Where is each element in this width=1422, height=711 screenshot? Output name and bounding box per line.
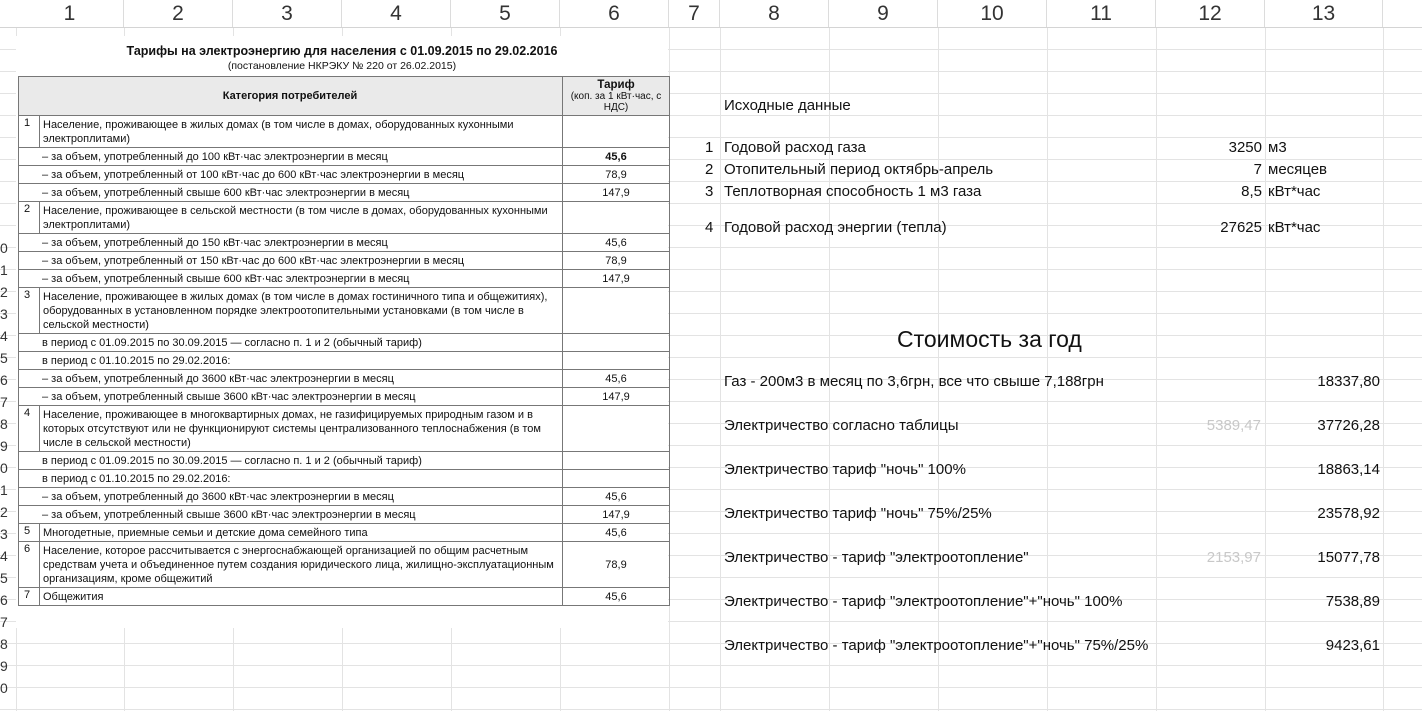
input-row-value[interactable]: 7 xyxy=(1253,161,1262,178)
tariff-row-number xyxy=(19,148,35,165)
row-header-stub[interactable]: 0 xyxy=(0,240,8,256)
column-header-9[interactable]: 9 xyxy=(829,0,938,27)
tariff-row-number xyxy=(19,270,35,287)
cost-row-value[interactable]: 9423,61 xyxy=(1325,637,1380,654)
inputs-heading[interactable]: Исходные данные xyxy=(724,97,851,114)
row-header-stub[interactable]: 2 xyxy=(0,504,8,520)
tariff-header-tariff-label: Тариф xyxy=(597,78,635,91)
tariff-row xyxy=(19,165,669,183)
tariff-row-number xyxy=(19,166,35,183)
cost-row-label[interactable]: Электричество - тариф "электроотопление"+"ночь" 75%/25% xyxy=(724,637,1149,654)
tariff-row-value: 45,6 xyxy=(562,370,669,387)
cost-row-value[interactable]: 37726,28 xyxy=(1317,417,1380,434)
cost-row-label[interactable]: Электричество тариф "ночь" 100% xyxy=(724,461,966,478)
input-row-label[interactable]: Отопительный период октябрь-апрель xyxy=(724,161,994,178)
tariff-row-value xyxy=(562,288,669,333)
tariff-row-value: 78,9 xyxy=(562,166,669,183)
column-header-3[interactable]: 3 xyxy=(233,0,342,27)
tariff-row-text: в период с 01.09.2015 по 30.09.2015 — согласно п. 1 и 2 (обычный тариф) xyxy=(42,337,422,349)
cost-row-value[interactable]: 18337,80 xyxy=(1317,373,1380,390)
input-row-number[interactable]: 2 xyxy=(705,161,714,178)
tariff-row-value: 78,9 xyxy=(562,542,669,587)
tariff-row-text: Население, проживающее в сельской местности (в том числе в домах, оборудованных кухонными электроплитами) xyxy=(39,202,561,233)
grid-hline xyxy=(0,643,1422,644)
tariff-row-value: 78,9 xyxy=(562,252,669,269)
tariff-row-text: – за объем, употребленный до 100 кВт·час электроэнергии в месяц xyxy=(42,151,388,163)
tariff-row-value: 45,6 xyxy=(562,588,669,605)
tariff-table xyxy=(18,76,670,606)
tariff-row-value: 45,6 xyxy=(562,148,669,165)
column-header-1[interactable]: 1 xyxy=(16,0,124,27)
tariff-row-number: 6 xyxy=(23,543,31,555)
tariff-row xyxy=(19,505,669,523)
tariff-row-number xyxy=(19,234,35,251)
tariff-row-number xyxy=(19,184,35,201)
row-header-stub[interactable]: 5 xyxy=(0,570,8,586)
grid-hline xyxy=(0,687,1422,688)
input-row-unit[interactable]: месяцев xyxy=(1268,161,1328,178)
tariff-row-text: в период с 01.10.2015 по 29.02.2016: xyxy=(42,355,231,367)
row-header-stub[interactable]: 8 xyxy=(0,416,8,432)
tariff-row-number xyxy=(19,488,35,505)
tariff-row-number xyxy=(19,352,35,369)
tariff-row-number xyxy=(19,452,35,469)
column-header-5[interactable]: 5 xyxy=(451,0,560,27)
tariff-row-text: в период с 01.09.2015 по 30.09.2015 — согласно п. 1 и 2 (обычный тариф) xyxy=(42,455,422,467)
column-header-4[interactable]: 4 xyxy=(342,0,451,27)
tariff-row xyxy=(19,405,669,451)
tariff-row xyxy=(19,233,669,251)
row-header-stub[interactable]: 4 xyxy=(0,328,8,344)
row-header-stub[interactable]: 7 xyxy=(0,394,8,410)
row-header-stub[interactable]: 5 xyxy=(0,350,8,366)
tariff-row-value: 45,6 xyxy=(562,524,669,541)
tariff-row-number: 2 xyxy=(23,203,31,215)
cost-row-label[interactable]: Электричество согласно таблицы xyxy=(724,417,959,434)
input-row-label[interactable]: Годовой расход газа xyxy=(724,139,866,156)
input-row-unit[interactable]: кВт*час xyxy=(1268,219,1321,236)
cost-heading[interactable]: Стоимость за год xyxy=(897,326,1082,352)
cost-row-value[interactable]: 7538,89 xyxy=(1325,593,1380,610)
cost-row-aux[interactable]: 2153,97 xyxy=(1206,549,1261,566)
tariff-header-row xyxy=(19,77,669,115)
tariff-row-number xyxy=(19,388,35,405)
row-header-stub[interactable]: 7 xyxy=(0,614,8,630)
input-row-label[interactable]: Годовой расход энергии (тепла) xyxy=(724,219,947,236)
tariff-row-value: 147,9 xyxy=(562,506,669,523)
tariff-row-text: – за объем, употребленный свыше 600 кВт·час электроэнергии в месяц xyxy=(42,273,410,285)
tariff-row-text: Население, которое рассчитывается с энергоснабжающей организацией по общим расчетным средствам учета и объединенное путем создания юридического лица, жилищно-эксплуатационным организациям, кроме общежитий xyxy=(39,542,561,587)
tariff-row-text: – за объем, употребленный свыше 600 кВт·час электроэнергии в месяц xyxy=(42,187,410,199)
cost-row-value[interactable]: 23578,92 xyxy=(1317,505,1380,522)
row-header-stub[interactable]: 4 xyxy=(0,548,8,564)
column-header-13[interactable]: 13 xyxy=(1265,0,1383,27)
tariff-row-number xyxy=(19,252,35,269)
row-header-stub[interactable]: 0 xyxy=(0,680,8,696)
grid-vline xyxy=(1383,27,1384,711)
column-header-10[interactable]: 10 xyxy=(938,0,1047,27)
input-row-unit[interactable]: м3 xyxy=(1268,139,1287,156)
input-row-value[interactable]: 27625 xyxy=(1220,219,1262,236)
tariff-row-text: Население, проживающее в жилых домах (в том числе в домах, оборудованных кухонными электроплитами) xyxy=(39,116,561,147)
tariff-row-text: – за объем, употребленный свыше 3600 кВт·час электроэнергии в месяц xyxy=(42,391,416,403)
tariff-row xyxy=(19,287,669,333)
input-row-label[interactable]: Теплотворная способность 1 м3 газа xyxy=(724,183,982,200)
tariff-row xyxy=(19,201,669,233)
tariff-header-category: Категория потребителей xyxy=(222,90,358,102)
grid-vline xyxy=(720,27,721,711)
tariff-header-tariff-unit: (коп. за 1 кВт·час, с НДС) xyxy=(570,90,662,113)
input-row-number[interactable]: 1 xyxy=(705,139,714,156)
tariff-row xyxy=(19,115,669,147)
cost-row-label[interactable]: Газ - 200м3 в месяц по 3,6грн, все что свыше 7,188грн xyxy=(724,373,1104,390)
tariff-row-value: 45,6 xyxy=(562,488,669,505)
tariff-row-text: Население, проживающее в многоквартирных домах, не газифицируемых природным газом и в которых отсутствуют или не функционируют системы централизованного теплоснабжения (в том числе в сельской местности) xyxy=(39,406,561,451)
tariff-row xyxy=(19,387,669,405)
tariff-row xyxy=(19,487,669,505)
row-header-stub[interactable]: 2 xyxy=(0,284,8,300)
tariff-row xyxy=(19,269,669,287)
tariff-row-number xyxy=(19,506,35,523)
tariff-row xyxy=(19,523,669,541)
tariff-row-value: 45,6 xyxy=(562,234,669,251)
row-header-stub[interactable]: 9 xyxy=(0,658,8,674)
column-header-7[interactable]: 7 xyxy=(669,0,720,27)
cost-row-value[interactable]: 18863,14 xyxy=(1317,461,1380,478)
tariff-row-number: 4 xyxy=(23,407,31,419)
grid-hline xyxy=(0,665,1422,666)
tariff-row-value xyxy=(562,470,669,487)
tariff-row-number: 7 xyxy=(23,589,31,601)
tariff-row-value xyxy=(562,202,669,233)
tariff-row xyxy=(19,147,669,165)
row-header-stub[interactable]: 0 xyxy=(0,460,8,476)
row-header-stub[interactable]: 3 xyxy=(0,526,8,542)
grid-hline xyxy=(0,709,1422,710)
tariff-subtitle: (постановление НКРЭКУ № 220 от 26.02.2015) xyxy=(227,60,457,72)
column-header-12[interactable]: 12 xyxy=(1156,0,1265,27)
tariff-row-text: в период с 01.10.2015 по 29.02.2016: xyxy=(42,473,231,485)
tariff-table-image xyxy=(16,36,668,628)
input-row-value[interactable]: 3250 xyxy=(1228,139,1262,156)
tariff-row-value xyxy=(562,334,669,351)
tariff-row xyxy=(19,451,669,469)
input-row-number[interactable]: 4 xyxy=(705,219,714,236)
row-header-stub[interactable]: 6 xyxy=(0,592,8,608)
tariff-row-text: – за объем, употребленный до 3600 кВт·час электроэнергии в месяц xyxy=(42,373,394,385)
tariff-row-text: – за объем, употребленный до 3600 кВт·час электроэнергии в месяц xyxy=(42,491,394,503)
input-row-unit[interactable]: кВт*час xyxy=(1268,183,1321,200)
tariff-row-value: 147,9 xyxy=(562,388,669,405)
tariff-row xyxy=(19,251,669,269)
cost-row-label[interactable]: Электричество - тариф "электроотопление" xyxy=(724,549,1029,566)
input-row-number[interactable]: 3 xyxy=(705,183,714,200)
tariff-row-value xyxy=(562,452,669,469)
row-header-stub[interactable]: 1 xyxy=(0,262,8,278)
grid-vline xyxy=(1156,27,1157,711)
tariff-row-text: Многодетные, приемные семьи и детские дома семейного типа xyxy=(39,524,561,541)
tariff-row xyxy=(19,333,669,351)
tariff-row-number xyxy=(19,334,35,351)
tariff-row-text: Население, проживающее в жилых домах (в том числе в домах гостиничного типа и общежитиях), оборудованных в установленном порядке электроотопительными установками (в том числе в сельской местности) xyxy=(39,288,561,333)
tariff-row xyxy=(19,351,669,369)
tariff-row-number xyxy=(19,470,35,487)
tariff-row xyxy=(19,369,669,387)
tariff-row-value: 147,9 xyxy=(562,184,669,201)
tariff-header-tariff xyxy=(562,77,669,115)
tariff-row-text: – за объем, употребленный от 150 кВт·час до 600 кВт·час электроэнергии в месяц xyxy=(42,255,465,267)
tariff-row xyxy=(19,541,669,587)
tariff-row-value xyxy=(562,406,669,451)
tariff-row-number xyxy=(19,370,35,387)
cost-row-label[interactable]: Электричество - тариф "электроотопление"+"ночь" 100% xyxy=(724,593,1123,610)
tariff-row-text: – за объем, употребленный от 100 кВт·час до 600 кВт·час электроэнергии в месяц xyxy=(42,169,465,181)
input-row-value[interactable]: 8,5 xyxy=(1241,183,1262,200)
tariff-row xyxy=(19,587,669,605)
tariff-row-text: Общежития xyxy=(39,588,561,605)
cost-row-label[interactable]: Электричество тариф "ночь" 75%/25% xyxy=(724,505,992,522)
column-header-bar xyxy=(0,0,1422,28)
row-header-stub[interactable]: 1 xyxy=(0,482,8,498)
tariff-row-text: – за объем, употребленный до 150 кВт·час электроэнергии в месяц xyxy=(42,237,388,249)
column-header-11[interactable]: 11 xyxy=(1047,0,1156,27)
column-header-2[interactable]: 2 xyxy=(124,0,233,27)
column-header-6[interactable]: 6 xyxy=(560,0,669,27)
column-header-8[interactable]: 8 xyxy=(720,0,829,27)
tariff-row-number: 5 xyxy=(23,525,31,537)
cost-row-aux[interactable]: 5389,47 xyxy=(1206,417,1261,434)
row-header-stub[interactable]: 3 xyxy=(0,306,8,322)
grid-vline xyxy=(1265,27,1266,711)
tariff-row xyxy=(19,183,669,201)
tariff-row-value xyxy=(562,116,669,147)
tariff-row-number: 3 xyxy=(23,289,31,301)
row-header-stub[interactable]: 6 xyxy=(0,372,8,388)
row-header-stub[interactable]: 8 xyxy=(0,636,8,652)
tariff-title: Тарифы на электроэнергию для населения с 01.09.2015 по 29.02.2016 xyxy=(126,44,558,58)
tariff-row-value: 147,9 xyxy=(562,270,669,287)
tariff-row-value xyxy=(562,352,669,369)
cost-row-value[interactable]: 15077,78 xyxy=(1317,549,1380,566)
tariff-row-number: 1 xyxy=(23,117,31,129)
tariff-row xyxy=(19,469,669,487)
row-header-stub[interactable]: 9 xyxy=(0,438,8,454)
tariff-row-text: – за объем, употребленный свыше 3600 кВт·час электроэнергии в месяц xyxy=(42,509,416,521)
